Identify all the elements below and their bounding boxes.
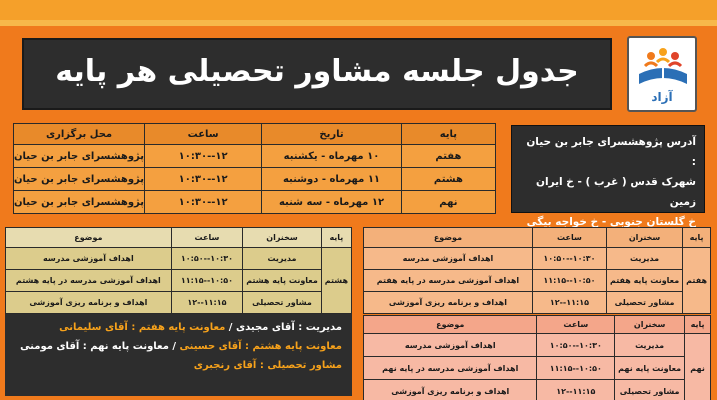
staff-line [15, 337, 342, 356]
address-line: خ گلستان جنوبی - خ خواجه بیگی [526, 216, 696, 228]
grade8-table [5, 227, 352, 314]
header-topic: موضوع [6, 228, 172, 248]
speaker-cell: مشاور تحصیلی [606, 292, 682, 314]
time-cell: ۱۱:۱۵--۱۲ [532, 292, 606, 314]
grade-cell: هشتم [401, 168, 495, 191]
speaker-cell: مدیریت [615, 334, 685, 357]
time-cell: ۱۱:۱۵--۱۲ [171, 292, 242, 314]
header-time: ساعت [171, 228, 242, 248]
topic-cell: اهداف آموزشی مدرسه در پایه هفتم [364, 270, 533, 292]
table-row [364, 334, 711, 357]
time-cell: ۱۱:۱۵--۱۲ [537, 380, 615, 400]
topic-cell: اهداف آموزشی مدرسه [6, 248, 172, 270]
address-panel [511, 125, 705, 228]
table-row [364, 380, 711, 400]
table-row [14, 168, 496, 191]
topic-cell: اهداف و برنامه ریزی آموزشی [364, 380, 537, 400]
grade-cell: هفتم [401, 145, 495, 168]
header-speaker: سخنران [243, 228, 322, 248]
header-grade: پایه [685, 316, 711, 334]
book-people-logo-icon [635, 44, 691, 90]
grade-cell: نهم [685, 334, 711, 400]
table-header-row [14, 124, 496, 145]
address-line: شهرک قدس ( غرب ) - خ ایران زمین [536, 176, 696, 208]
location-cell: پژوهشسرای جابر بن حیان [14, 145, 145, 168]
table-header-row [364, 228, 711, 248]
staff-highlight: معاونت پایه هفتم : آقای سلیمانی [59, 322, 226, 333]
header-time: ساعت [532, 228, 606, 248]
header-speaker: سخنران [606, 228, 682, 248]
location-cell: پژوهشسرای جابر بن حیان [14, 168, 145, 191]
header-topic: موضوع [364, 316, 537, 334]
top-decorative-strip [0, 0, 717, 26]
header-speaker: سخنران [615, 316, 685, 334]
topic-cell: اهداف و برنامه ریزی آموزشی [6, 292, 172, 314]
speaker-cell: مدیریت [606, 248, 682, 270]
title-banner [22, 38, 612, 110]
staff-highlight: معاونت پایه هشتم : آقای حسینی [179, 341, 342, 352]
page-title: جدول جلسه مشاور تحصیلی هر پایه [55, 54, 579, 89]
address-line: آدرس پژوهشسرای جابر بن حیان : [526, 136, 696, 168]
time-cell: ۱۰:۵۰--۱۱:۱۵ [171, 270, 242, 292]
header-topic: موضوع [364, 228, 533, 248]
header-date: تاریخ [262, 124, 402, 145]
topic-cell: اهداف آموزشی مدرسه در پایه نهم [364, 357, 537, 380]
topic-cell: اهداف آموزشی مدرسه در پایه هشتم [6, 270, 172, 292]
table-header-row [364, 316, 711, 334]
topic-cell: اهداف آموزشی مدرسه [364, 334, 537, 357]
time-cell: ۱۰:۵۰--۱۱:۱۵ [537, 357, 615, 380]
time-cell: ۱۰:۵۰--۱۱:۱۵ [532, 270, 606, 292]
speaker-cell: مدیریت [243, 248, 322, 270]
speaker-cell: معاونت پایه هفتم [606, 270, 682, 292]
header-time: ساعت [537, 316, 615, 334]
table-row [14, 191, 496, 214]
logo-text: آزاد [651, 90, 673, 104]
staff-highlight: مشاور تحصیلی : آقای رنجبری [193, 360, 342, 371]
speaker-cell: معاونت پایه هشتم [243, 270, 322, 292]
grade-cell: هشتم [321, 248, 351, 314]
time-cell: ۱۲--۱۰:۳۰ [145, 168, 262, 191]
table-row [6, 292, 352, 314]
table-row [364, 292, 711, 314]
table-row [364, 270, 711, 292]
time-cell: ۱۲--۱۰:۳۰ [145, 191, 262, 214]
table-row [364, 248, 711, 270]
grade9-table [363, 315, 711, 400]
school-logo [627, 36, 697, 112]
staff-line [15, 318, 342, 337]
location-cell: پژوهشسرای جابر بن حیان [14, 191, 145, 214]
speaker-cell: مشاور تحصیلی [615, 380, 685, 400]
table-row [364, 357, 711, 380]
header-time: ساعت [145, 124, 262, 145]
header-grade: پایه [683, 228, 711, 248]
staff-text: / معاونت پایه نهم : آقای مومنی [20, 341, 180, 352]
grade-cell: نهم [401, 191, 495, 214]
time-cell: ۱۰:۳۰--۱۰:۵۰ [532, 248, 606, 270]
date-cell: ۱۰ مهرماه - یکشنبه [262, 145, 402, 168]
grade-cell: هفتم [683, 248, 711, 314]
topic-cell: اهداف و برنامه ریزی آموزشی [364, 292, 533, 314]
staff-line [15, 356, 342, 375]
speaker-cell: معاونت پایه نهم [615, 357, 685, 380]
time-cell: ۱۲--۱۰:۳۰ [145, 145, 262, 168]
table-row [6, 248, 352, 270]
date-cell: ۱۲ مهرماه - سه شنبه [262, 191, 402, 214]
header-location: محل برگزاری [14, 124, 145, 145]
speaker-cell: مشاور تحصیلی [243, 292, 322, 314]
table-row [14, 145, 496, 168]
header-grade: پایه [401, 124, 495, 145]
table-row [6, 270, 352, 292]
grade7-table [363, 227, 711, 314]
schedule-table [13, 123, 496, 214]
time-cell: ۱۰:۳۰--۱۰:۵۰ [171, 248, 242, 270]
header-grade: پایه [321, 228, 351, 248]
staff-panel [5, 314, 352, 396]
staff-text: مدیریت : آقای مجیدی / [225, 322, 342, 333]
time-cell: ۱۰:۳۰--۱۰:۵۰ [537, 334, 615, 357]
date-cell: ۱۱ مهرماه - دوشنبه [262, 168, 402, 191]
topic-cell: اهداف آموزشی مدرسه [364, 248, 533, 270]
table-header-row [6, 228, 352, 248]
